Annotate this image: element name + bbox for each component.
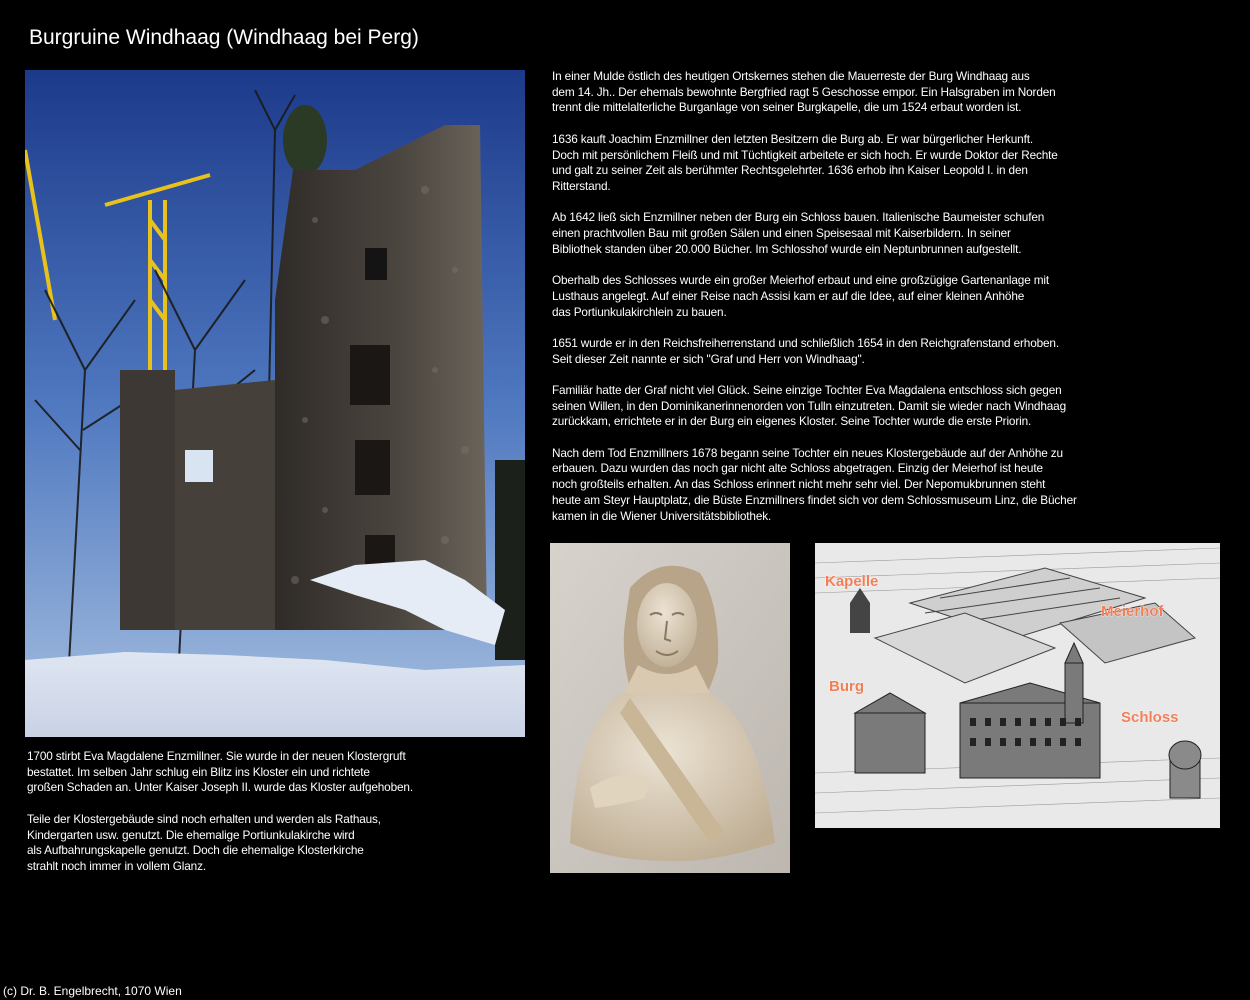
- label-kapelle: Kapelle: [825, 573, 879, 590]
- text-line: bestattet. Im selben Jahr schlug ein Blitz ins Kloster ein und richtete: [27, 764, 370, 779]
- text-line: strahlt noch immer in vollem Glanz.: [27, 858, 206, 873]
- text-line: Familiär hatte der Graf nicht viel Glück. Seine einzige Tochter Eva Magdalena entschloss sich gegen: [552, 382, 1062, 397]
- text-line: Bibliothek standen über 20.000 Bücher. Im Schlosshof wurde ein Neptunbrunnen aufgestellt.: [552, 241, 1022, 256]
- enzmillner-bust-photo: [550, 543, 790, 873]
- paragraph: [27, 812, 467, 875]
- history-text: [552, 69, 1112, 540]
- text-line: dem 14. Jh.. Der ehemals bewohnte Bergfried ragt 5 Geschosse empor. Ein Halsgraben im Norden: [552, 84, 1056, 99]
- text-line: kamen in die Wiener Universitätsbibliothek.: [552, 508, 772, 523]
- text-line: trennt die mittelalterliche Burganlage von seiner Burgkapelle, die um 1524 erbaut worden ist.: [552, 100, 1022, 115]
- text-line: als Aufbahrungskapelle genutzt. Doch die ehemalige Klosterkirche: [27, 843, 364, 858]
- paragraph: [552, 446, 1112, 525]
- text-line: Ritterstand.: [552, 178, 611, 193]
- text-line: Doch mit persönlichem Fleiß und mit Tüchtigkeit arbeitete er sich hoch. Er wurde Doktor der Rechte: [552, 147, 1058, 162]
- text-line: Teile der Klostergebäude sind noch erhalten und werden als Rathaus,: [27, 811, 381, 826]
- paragraph: [552, 132, 1112, 195]
- text-line: Ab 1642 ließ sich Enzmillner neben der Burg ein Schloss bauen. Italienische Baumeister schufen: [552, 210, 1045, 225]
- text-line: Seit dieser Zeit nannte er sich "Graf und Herr von Windhaag".: [552, 351, 865, 366]
- text-line: Lusthaus angelegt. Auf einer Reise nach Assisi kam er auf die Idee, auf einer kleinen Anhöhe: [552, 288, 1025, 303]
- text-line: 1700 stirbt Eva Magdalene Enzmillner. Sie wurde in der neuen Klostergruft: [27, 749, 406, 763]
- text-line: seinen Willen, in den Dominikanerinnenorden von Tulln einzutreten. Damit sie wieder nach Windhaag: [552, 398, 1066, 413]
- paragraph: [552, 273, 1112, 320]
- paragraph: [552, 69, 1112, 116]
- text-line: erbauen. Dazu wurden das noch gar nicht alte Schloss abgetragen. Einzig der Meierhof ist heute: [552, 461, 1043, 476]
- paragraph: [552, 210, 1112, 257]
- text-line: großen Schaden an. Unter Kaiser Joseph II. wurde das Kloster aufgehoben.: [27, 780, 413, 795]
- paragraph: [27, 749, 467, 796]
- text-line: In einer Mulde östlich des heutigen Ortskernes stehen die Mauerreste der Burg Windhaag aus: [552, 69, 1030, 83]
- text-line: noch großteils erhalten. An das Schloss erinnert nicht mehr sehr viel. Der Nepomukbrunnen steht: [552, 477, 1046, 492]
- castle-ruin-photo: [25, 70, 525, 737]
- text-line: Oberhalb des Schlosses wurde ein großer Meierhof erbaut und eine großzügige Gartenanlage mit: [552, 273, 1050, 288]
- text-line: Nach dem Tod Enzmillners 1678 begann seine Tochter ein neues Klostergebäude auf der Anhöhe zu: [552, 445, 1063, 460]
- text-line: das Portiunkulakirchlein zu bauen.: [552, 304, 727, 319]
- text-line: und galt zu seiner Zeit als berühmter Rechtsgelehrter. 1636 erhob ihn Kaiser Leopold I. in den: [552, 163, 1028, 178]
- text-line: 1651 wurde er in den Reichsfreiherrenstand und schließlich 1654 in den Reichgrafenstand erhoben.: [552, 335, 1059, 350]
- text-line: heute am Steyr Hauptplatz, die Büste Enzmillners findet sich vor dem Schlossmuseum Linz, die Bücher: [552, 492, 1077, 507]
- paragraph: [552, 383, 1112, 430]
- text-line: 1636 kauft Joachim Enzmillner den letzten Besitzern die Burg ab. Er war bürgerlicher Herkunft.: [552, 131, 1033, 146]
- paragraph: [552, 336, 1112, 367]
- text-line: Kindergarten usw. genutzt. Die ehemalige Portiunkulakirche wird: [27, 827, 355, 842]
- text-line: einen prachtvollen Bau mit großen Sälen und einen Speisesaal mit Kaiserbildern. In seiner: [552, 226, 1011, 240]
- label-schloss: Schloss: [1121, 709, 1179, 726]
- text-line: zurückkam, errichtete er in der Burg ein eigenes Kloster. Seine Tochter wurde die erste Priorin.: [552, 414, 1032, 429]
- historic-engraving: [815, 543, 1220, 828]
- later-history-text: [27, 749, 467, 890]
- label-burg: Burg: [829, 678, 864, 695]
- label-meierhof: Meierhof: [1101, 603, 1164, 620]
- copyright-footer: (c) Dr. B. Engelbrecht, 1070 Wien: [3, 984, 182, 998]
- page-title: Burgruine Windhaag (Windhaag bei Perg): [29, 26, 419, 49]
